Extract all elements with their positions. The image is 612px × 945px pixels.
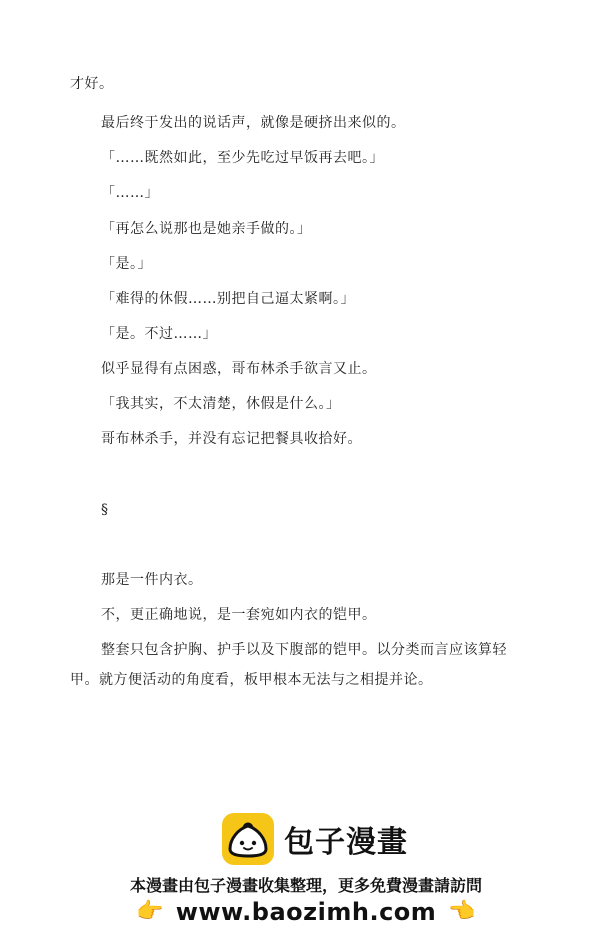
paragraph-line: 甲。就方便活动的角度看，板甲根本无法与之相提并论。 <box>70 672 433 688</box>
paragraph-line: 哥布林杀手，并没有忘记把餐具收拾好。 <box>101 431 362 447</box>
footer-url-row <box>0 897 612 927</box>
paragraph-line: 才好。 <box>70 76 114 92</box>
bun-logo-icon <box>222 813 274 865</box>
brand-name: 包子漫畫 <box>284 825 408 860</box>
section-separator: § <box>101 502 109 518</box>
paragraph-line: 不，更正确地说，是一套宛如内衣的铠甲。 <box>101 607 377 623</box>
footer-notice: 本漫畫由包子漫畫收集整理，更多免費漫畫請訪問 <box>129 876 482 895</box>
paragraph-line: 整套只包含护胸、护手以及下腹部的铠甲。以分类而言应该算轻 <box>101 642 507 658</box>
site-url-link[interactable]: www.baozimh.com <box>175 898 437 926</box>
dialogue-line: 「再怎么说那也是她亲手做的。」 <box>101 221 312 237</box>
paragraph-line: 似乎显得有点困惑，哥布林杀手欲言又止。 <box>101 361 377 377</box>
footer-brand <box>222 813 408 865</box>
dialogue-line: 「难得的休假……别把自己逼太紧啊。」 <box>101 291 355 307</box>
dialogue-line: 「是。不过……」 <box>101 326 217 342</box>
pointing-hand-right-icon: 👉 <box>136 899 164 924</box>
dialogue-line: 「是。」 <box>101 256 152 272</box>
dialogue-line: 「……既然如此，至少先吃过早饭再去吧。」 <box>101 150 384 166</box>
dialogue-line: 「我其实，不太清楚，休假是什么。」 <box>101 396 341 412</box>
paragraph-line: 最后终于发出的说话声，就像是硬挤出来似的。 <box>101 115 406 131</box>
dialogue-line: 「……」 <box>101 185 159 201</box>
pointing-hand-left-icon: 👈 <box>448 899 476 924</box>
paragraph-line: 那是一件内衣。 <box>101 572 203 588</box>
